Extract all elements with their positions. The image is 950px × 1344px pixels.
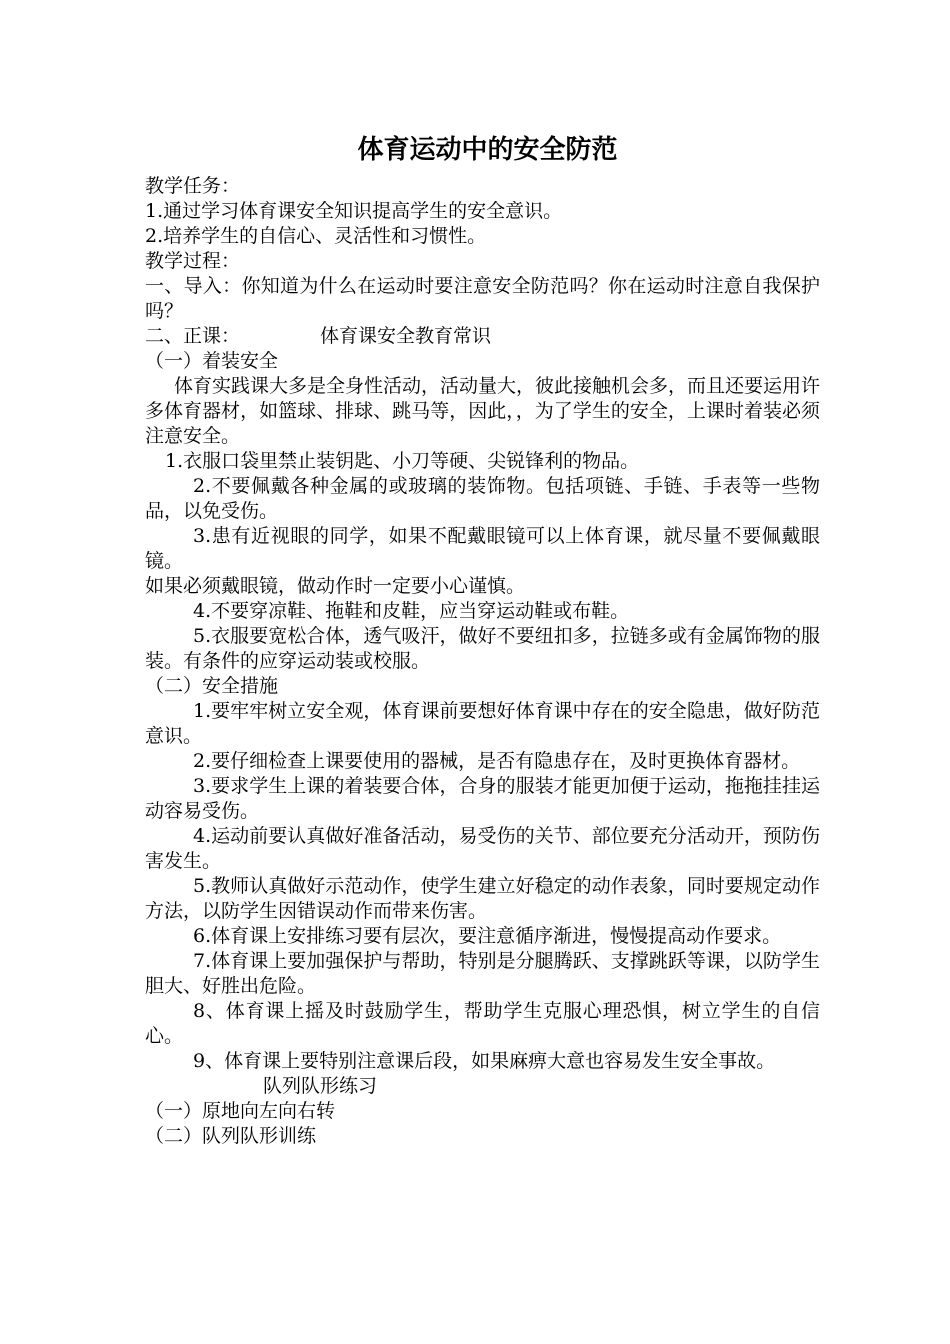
list-item: 2.要仔细检查上课要使用的器械，是否有隐患存在，及时更换体育器材。 xyxy=(193,750,801,772)
main-lesson-line xyxy=(145,324,820,349)
intro-paragraph: 一、导入：你知道为什么在运动时要注意安全防范吗？你在运动时注意自我保护吗？ xyxy=(145,275,820,322)
list-item: 9、体育课上要特别注意课后段，如果麻痹大意也容易发生安全事故。 xyxy=(193,1050,776,1072)
main-label: 二、正课： xyxy=(145,325,241,347)
task-heading: 教学任务： xyxy=(145,175,241,197)
drill-item: （二）队列队形训练 xyxy=(145,1125,317,1147)
main-title: 体育课安全教育常识 xyxy=(320,325,492,347)
drill-title: 队列队形练习 xyxy=(263,1075,378,1097)
list-item: 2.不要佩戴各种金属的或玻璃的装饰物。包括项链、手链、手表等一些物品，以免受伤。 xyxy=(145,475,820,522)
list-item: 7.体育课上要加强保护与帮助，特别是分腿腾跃、支撑跳跃等课，以防学生胆大、好胜出危险。 xyxy=(145,950,820,997)
document-page xyxy=(145,130,820,1149)
list-item: 如果必须戴眼镜，做动作时一定要小心谨慎。 xyxy=(145,575,526,597)
section-heading: （二）安全措施 xyxy=(145,675,279,697)
drill-item: （一）原地向左向右转 xyxy=(145,1100,336,1122)
task-item: 1.通过学习体育课安全知识提高学生的安全意识。 xyxy=(145,200,563,222)
section-intro: 体育实践课大多是全身性活动，活动量大，彼此接触机会多，而且还要运用许多体育器材，如篮球、排球、跳马等，因此，，为了学生的安全，上课时着装必须注意安全。 xyxy=(145,375,821,447)
list-item: 3.要求学生上课的着装要合体，合身的服装才能更加便于运动，拖拖挂挂运动容易受伤。 xyxy=(145,775,820,822)
list-item: 5.教师认真做好示范动作，使学生建立好稳定的动作表象，同时要规定动作方法，以防学生因错误动作而带来伤害。 xyxy=(145,875,820,922)
list-item: 4.不要穿凉鞋、拖鞋和皮鞋，应当穿运动鞋或布鞋。 xyxy=(193,600,630,622)
section-heading: （一）着装安全 xyxy=(145,350,279,372)
list-item: 1.衣服口袋里禁止装钥匙、小刀等硬、尖锐锋利的物品。 xyxy=(165,450,640,472)
task-item: 2.培养学生的自信心、灵活性和习惯性。 xyxy=(145,225,487,247)
document-title: 体育运动中的安全防范 xyxy=(357,135,618,165)
list-item: 4.运动前要认真做好准备活动，易受伤的关节、部位要充分活动开，预防伤害发生。 xyxy=(145,825,820,872)
list-item: 8、体育课上摇及时鼓励学生，帮助学生克服心理恐惧，树立学生的自信心。 xyxy=(145,1000,820,1047)
process-heading: 教学过程： xyxy=(145,250,241,272)
list-item: 1.要牢牢树立安全观，体育课前要想好体育课中存在的安全隐患，做好防范意识。 xyxy=(145,700,820,747)
list-item: 3.患有近视眼的同学，如果不配戴眼镜可以上体育课，就尽量不要佩戴眼镜。 xyxy=(145,525,820,572)
list-item: 5.衣服要宽松合体，透气吸汗，做好不要纽扣多，拉链多或有金属饰物的服装。有条件的应穿运动装或校服。 xyxy=(145,625,820,672)
list-item: 6.体育课上安排练习要有层次，要注意循序渐进，慢慢提高动作要求。 xyxy=(193,925,782,947)
